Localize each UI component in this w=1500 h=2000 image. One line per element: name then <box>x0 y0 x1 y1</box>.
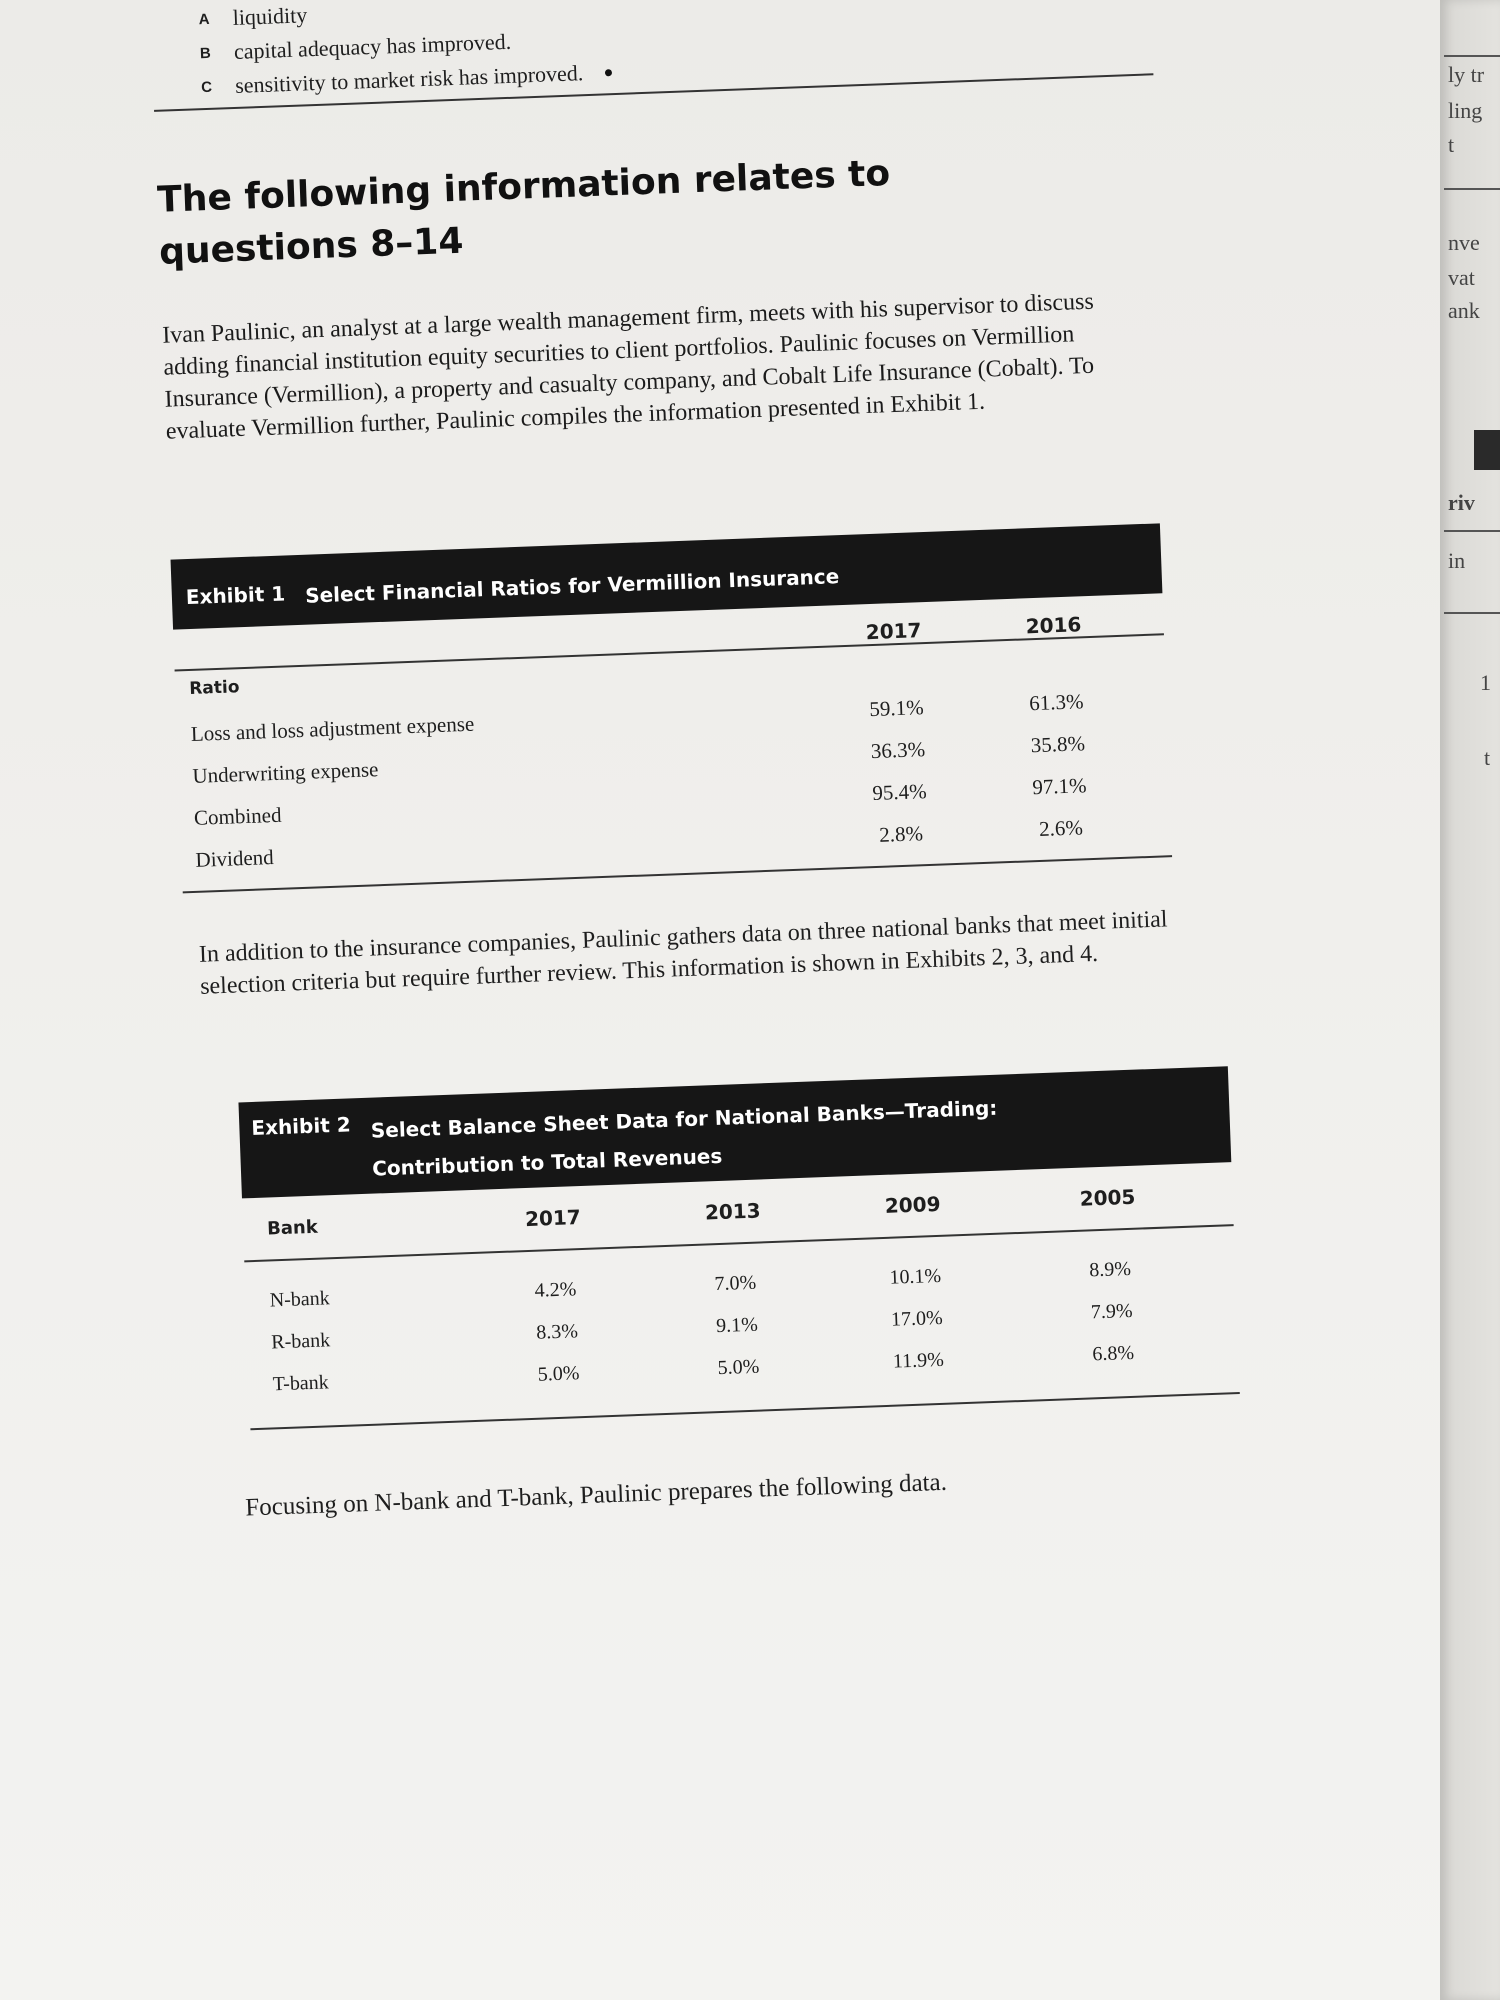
year-header: 2017 <box>524 1205 582 1232</box>
exhibit-2-table <box>238 1066 1239 1430</box>
row-label: Dividend <box>195 844 275 872</box>
answer-text: capital adequacy has improved. <box>233 28 512 64</box>
answer-letter: B <box>199 44 212 62</box>
page-edge-rule <box>1444 55 1500 57</box>
section-heading: The following information relates to questions 8–14 <box>156 153 891 273</box>
year-header: 2016 <box>1025 612 1082 639</box>
answer-text: liquidity <box>232 2 308 30</box>
answer-letter: C <box>200 78 213 96</box>
page-edge-rule <box>1444 612 1500 614</box>
cell-value: 61.3% <box>1028 688 1084 715</box>
cell-value: 10.1% <box>889 1264 942 1289</box>
text-fragment: ly tr <box>1448 62 1485 87</box>
text-fragment: riv <box>1448 490 1475 515</box>
text-fragment: t <box>1448 132 1455 157</box>
row-label: Loss and loss adjustment expense <box>190 711 475 746</box>
exhibit-title-line: Contribution to Total Revenues <box>371 1143 723 1181</box>
adjacent-page-edge <box>1440 0 1500 2000</box>
cell-value: 17.0% <box>890 1306 944 1331</box>
page-edge-rule <box>1444 188 1500 190</box>
cell-value: 97.1% <box>1031 772 1087 799</box>
bank-name: T-bank <box>272 1370 330 1395</box>
answer-text: sensitivity to market risk has improved. <box>234 60 584 98</box>
text-fragment: ling <box>1448 98 1483 123</box>
cell-value: 5.0% <box>717 1355 760 1379</box>
cell-value: 8.3% <box>535 1319 579 1344</box>
text-fragment: ank <box>1448 298 1480 323</box>
row-label: Underwriting expense <box>192 756 379 788</box>
text-fragment: in <box>1448 548 1466 573</box>
year-header: 2009 <box>884 1191 941 1218</box>
cell-value: 59.1% <box>868 694 924 721</box>
cell-value: 36.3% <box>870 736 926 763</box>
focus-paragraph: Focusing on N-bank and T-bank, Paulinic prepares the following data. <box>244 1468 948 1522</box>
ratio-column-header: Ratio <box>188 677 240 700</box>
cell-value: 4.2% <box>534 1277 577 1302</box>
pen-mark <box>605 69 612 76</box>
intro-paragraph: Ivan Paulinic, an analyst at a large wealth management firm, meets with his supervisor to discuss adding financial institution equity securities to client portfolios. Paulinic focuses on Vermillion Insurance (Vermillion), a property and casualty company, and Cobalt Life Insurance (Cobalt). To evaluate Vermillion further, Paulinic compiles the information presented in Exhibit 1. <box>161 288 1095 445</box>
banks-paragraph: In addition to the insurance companies, Paulinic gathers data on three national banks that meet initial selection criteria but require further review. This information is shown in Exhibits 2, 3, and 4. <box>198 906 1168 1000</box>
exhibit-title: Select Financial Ratios for Vermillion Insurance <box>304 564 840 608</box>
text-fragment: nve <box>1448 230 1480 255</box>
cell-value: 6.8% <box>1091 1341 1135 1365</box>
cell-value: 2.6% <box>1038 814 1084 841</box>
cell-value: 7.9% <box>1090 1299 1133 1323</box>
bank-column-header: Bank <box>266 1216 319 1240</box>
exhibit-title-line: Select Balance Sheet Data for National Banks—Trading: <box>370 1095 998 1143</box>
cell-value: 11.9% <box>892 1348 945 1373</box>
exhibit-title <box>370 1089 999 1188</box>
row-label: Combined <box>193 802 282 830</box>
exhibit-number: Exhibit 1 <box>185 581 286 610</box>
exhibit-number: Exhibit 2 <box>250 1112 352 1141</box>
exhibit-1-table <box>171 523 1173 893</box>
page-edge-rule <box>1444 530 1500 532</box>
cell-value: 8.9% <box>1088 1257 1132 1281</box>
bank-name: R-bank <box>270 1328 331 1353</box>
bank-name: N-bank <box>269 1286 331 1311</box>
cell-value: 2.8% <box>878 820 924 847</box>
year-header: 2013 <box>704 1198 762 1225</box>
cell-value: 95.4% <box>871 778 928 805</box>
year-header: 2017 <box>865 618 922 645</box>
text-fragment: 1 <box>1480 670 1491 695</box>
cell-value: 5.0% <box>537 1361 580 1386</box>
text-fragment: t <box>1484 745 1491 770</box>
answer-letter: A <box>198 10 210 28</box>
cell-value: 7.0% <box>714 1271 757 1295</box>
cell-value: 35.8% <box>1030 730 1086 757</box>
answer-choices <box>198 0 1101 104</box>
exhibit-bar-edge <box>1474 430 1500 470</box>
cell-value: 9.1% <box>715 1313 759 1337</box>
year-header: 2005 <box>1079 1184 1136 1211</box>
text-fragment: vat <box>1448 265 1475 290</box>
